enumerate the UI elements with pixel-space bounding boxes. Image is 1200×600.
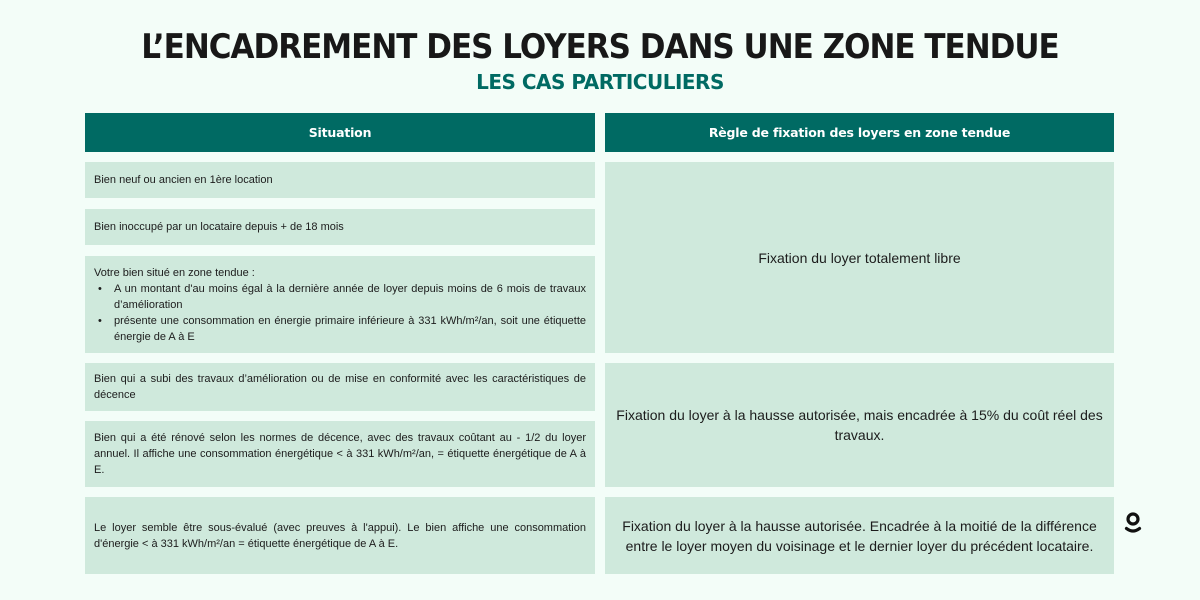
brand-logo-icon bbox=[1124, 512, 1142, 536]
situation-cell bbox=[85, 421, 595, 487]
rule-text: Fixation du loyer à la hausse autorisée, mais encadrée à 15% du coût réel des travaux. bbox=[616, 407, 1103, 443]
rule-cell bbox=[605, 497, 1114, 574]
rule-text: Fixation du loyer à la hausse autorisée. Encadrée à la moitié de la différence entre le loyer moyen du voisinage et le dernier loyer du précédent locataire. bbox=[622, 517, 1097, 554]
rule-cell bbox=[605, 363, 1114, 487]
situation-bullet: • A un montant d'au moins égal à la dernière année de loyer depuis moins de 6 mois de travaux d’amélioration bbox=[94, 281, 586, 313]
situation-cell bbox=[85, 256, 595, 353]
rule-cell bbox=[605, 162, 1114, 353]
situation-text: Le loyer semble être sous-évalué (avec preuves à l'appui). Le bien affiche une consommation d'énergie < à 331 kWh/m²/an = étiquette énergétique de A à E. bbox=[94, 521, 586, 550]
situation-text: Bien qui a été rénové selon les normes de décence, avec des travaux coûtant au - 1/2 du loyer annuel. Il affiche une consommation énergétique < à 331 kWh/m²/an, = étiquette énergétique de A à E. bbox=[94, 432, 586, 476]
situation-text: Bien inoccupé par un locataire depuis + de 18 mois bbox=[94, 221, 344, 233]
situation-bullet-list bbox=[94, 281, 586, 345]
column-header-situation: Situation bbox=[85, 113, 595, 152]
situation-cell bbox=[85, 209, 595, 245]
situation-cell bbox=[85, 363, 595, 411]
page-title: L’ENCADREMENT DES LOYERS DANS UNE ZONE TENDUE bbox=[141, 27, 1059, 67]
situation-text: Bien neuf ou ancien en 1ère location bbox=[94, 174, 273, 186]
situation-text: Bien qui a subi des travaux d’amélioration ou de mise en conformité avec les caractéristiques de décence bbox=[94, 373, 586, 401]
situation-cell bbox=[85, 497, 595, 574]
situation-cell bbox=[85, 162, 595, 198]
situation-bullet: • présente une consommation en énergie primaire inférieure à 331 kWh/m²/an, soit une étiquette énergie de A à E bbox=[94, 313, 586, 345]
situation-intro: Votre bien situé en zone tendue : bbox=[94, 266, 255, 279]
rule-text: Fixation du loyer totalement libre bbox=[758, 249, 961, 266]
column-header-rule: Règle de fixation des loyers en zone tendue bbox=[605, 113, 1114, 152]
situation-block bbox=[94, 265, 586, 345]
page-subtitle: LES CAS PARTICULIERS bbox=[476, 70, 724, 94]
